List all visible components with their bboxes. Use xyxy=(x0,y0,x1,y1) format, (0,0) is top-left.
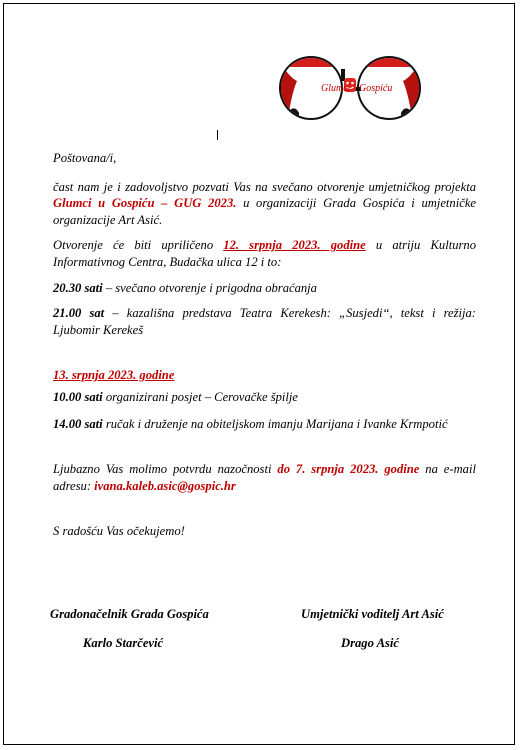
text-cursor xyxy=(217,130,218,140)
signature-left-title: Gradonačelnik Grada Gospića xyxy=(50,607,209,621)
program-item: 14.00 sati ručak i druženje na obiteljskom imanju Marijana i Ivanke Krmpotić xyxy=(53,416,448,431)
letter-body xyxy=(53,150,476,540)
intro-paragraph: čast nam je i zadovoljstvo pozvati Vas na svečano otvorenje umjetničkog projekta Glumci u Gospiću – GUG 2023. u organizaciji Grada Gospića i umjetničke organizacije Art Asić. xyxy=(53,179,476,227)
program-time: 10.00 sati xyxy=(53,389,103,404)
program-time: 21.00 sat xyxy=(53,306,105,321)
rsvp-paragraph: Ljubazno Vas molimo potvrdu nazočnosti do 7. srpnja 2023. godine na e-mail adresu: ivana.kaleb.asic@gospic.hr xyxy=(53,462,476,493)
logo-text-right: Gospiću xyxy=(359,83,393,94)
opening-paragraph: Otvorenje će biti upriličeno 12. srpnja 2023. godine u atriju Kulturno Informativnog Centra, Budačka ulica 12 i to: xyxy=(53,238,476,269)
greeting: Poštovana/i, xyxy=(53,151,117,165)
program-time: 14.00 sati xyxy=(53,416,103,431)
program-item: 21.00 sat – kazališna predstava Teatra Kerekesh: „Susjedi“, tekst i režija: Ljubomir Kerekeš xyxy=(53,306,476,337)
gug-logo xyxy=(275,51,425,125)
program-item: 10.00 sati organizirani posjet – Cerovačke špilje xyxy=(53,389,298,404)
logo-text-left: Glumci xyxy=(321,83,351,94)
program-item: 20.30 sati – svečano otvorenje i prigodna obraćanja xyxy=(53,280,317,295)
rsvp-deadline: do 7. srpnja 2023. godine xyxy=(277,462,420,477)
day-two-date: 13. srpnja 2023. godine xyxy=(53,368,175,383)
letter-page xyxy=(3,3,515,745)
signature-right-name: Drago Asić xyxy=(341,636,399,650)
rsvp-email: ivana.kaleb.asic@gospic.hr xyxy=(94,478,236,493)
signature-left-name: Karlo Starčević xyxy=(83,636,164,650)
closing-line: S radošću Vas očekujemo! xyxy=(53,524,185,539)
project-name: Glumci u Gospiću – GUG 2023. xyxy=(53,196,237,211)
signature-right-title: Umjetnički voditelj Art Asić xyxy=(301,607,444,621)
program-time: 20.30 sati xyxy=(53,280,103,295)
opening-date: 12. srpnja 2023. godine xyxy=(223,238,366,253)
